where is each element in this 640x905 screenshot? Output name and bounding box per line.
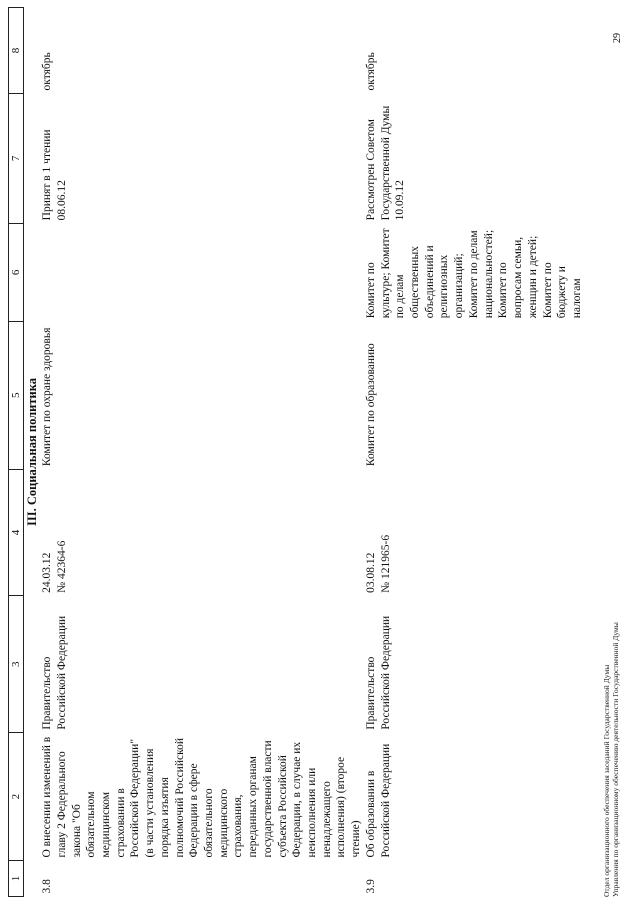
col-header-4: 4 [9,469,24,596]
planned-month: октябрь [41,52,54,91]
column-number-row [9,8,24,897]
col-header-5: 5 [9,321,24,469]
bill-title: О внесении изменений в главу 2 Федерального закона "Об обязательном медицинском страховании в Российской Федерации" (в части установления порядка изъятия полномочий Российской Федерации в сфере обязательного медицинского страхования, переданных органам государственной власти субъекта Российской Федерации, в случае их неисполнения или ненадлежащего исполнения) (второе чтение) [41,736,363,858]
col-header-7: 7 [9,93,24,223]
bill-status: Принят в 1 чтении 08.06.12 [41,129,68,221]
row-number: 3.9 [364,879,377,894]
col-header-3: 3 [9,596,24,733]
col-header-2: 2 [9,733,24,861]
footer-line: Отдел организационного обеспечения заседаний Государственной Думы [602,664,611,897]
table-row [40,8,364,897]
co-committees [40,223,364,321]
col-header-1: 1 [9,861,24,897]
footer [602,622,620,897]
responsible-committee: Комитет по образованию [364,343,377,467]
bill-registration [364,469,585,596]
bill-number: № 42364-6 [55,540,68,593]
row-number: 3.8 [41,879,54,894]
co-committees: Комитет по культуре; Комитет по делам общественных объединений и религиозных организаций; Комитет по делам национальностей; Комитет по вопросам семьи, женщин и детей; Комитет по бюджету и налогам [364,228,583,319]
col-header-6: 6 [9,223,24,321]
page-number: 29 [612,33,623,43]
planned-month: октябрь [364,52,377,91]
bill-initiator: Правительство Российской Федерации [41,615,68,730]
table-row [364,8,585,897]
bill-date: 24.03.12 [41,552,54,593]
bill-number: № 121965-6 [379,534,392,593]
responsible-committee: Комитет по охране здоровья [41,327,54,467]
section-row [24,8,41,897]
footer-line: Управления по организационному обеспечению деятельности Государственной Думы [611,622,620,897]
bill-title: Об образовании в Российской Федерации [364,743,392,858]
col-header-8: 8 [9,8,24,94]
bill-initiator: Правительство Российской Федерации [364,615,392,730]
bill-date: 03.08.12 [364,552,377,593]
bills-table [8,7,585,897]
bill-status: Рассмотрен Советом Государственной Думы 10.09.12 [364,105,407,221]
section-title: III. Социальная политика [25,378,40,526]
bill-registration [40,469,364,596]
